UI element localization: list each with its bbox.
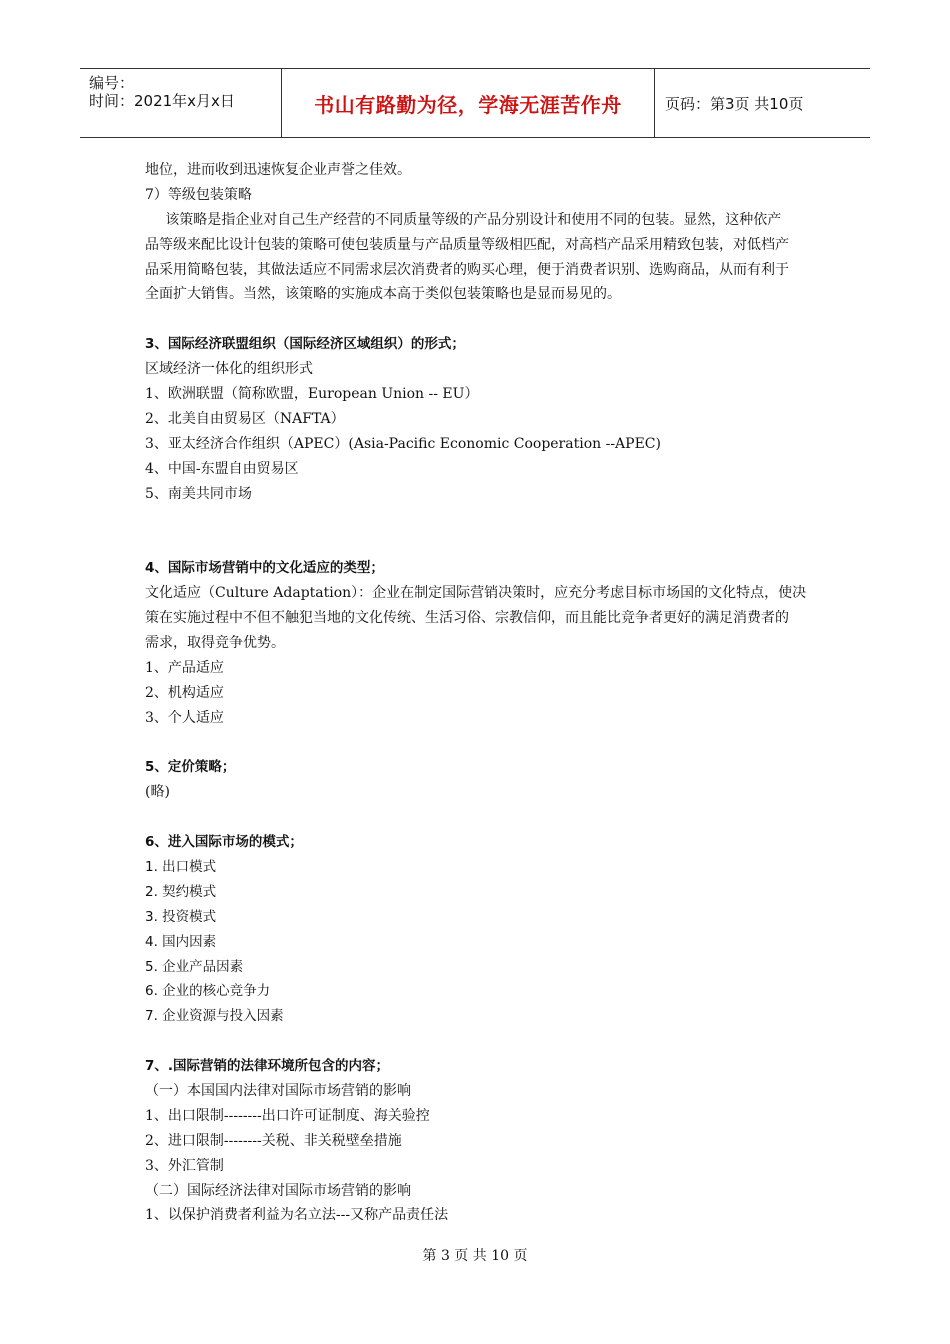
paragraph-line: 1、产品适应 xyxy=(145,659,224,676)
paragraph-line: 3、外汇管制 xyxy=(145,1157,224,1174)
paragraph-line: 2、北美自由贸易区（NAFTA） xyxy=(145,410,345,427)
paragraph-line: 1、出口限制--------出口许可证制度、海关验控 xyxy=(145,1107,430,1124)
blank-line xyxy=(145,531,810,556)
time-label: 时间：2021年x月x日 xyxy=(89,92,235,110)
list-item: 4. 国内因素 xyxy=(145,933,217,950)
list-item: 7. 企业资源与投入因素 xyxy=(145,1008,284,1025)
paragraph-line: 1、欧洲联盟（简称欧盟，European Union -- EU） xyxy=(145,386,479,403)
paragraph-line: 4、中国-东盟自由贸易区 xyxy=(145,460,299,477)
paragraph-line: 2、机构适应 xyxy=(145,684,224,701)
list-item: 1. 出口模式 xyxy=(145,858,217,875)
section-heading: 6、进入国际市场的模式； xyxy=(145,834,303,851)
paragraph-line: 3、亚太经济合作组织（APEC）(Asia-Pacific Economic Cooperation --APEC) xyxy=(145,435,661,452)
paragraph-line: 该策略是指企业对自己生产经营的不同质量等级的产品分别设计和使用不同的包装。显然，这种依产 xyxy=(165,211,782,228)
paragraph-line: 文化适应（Culture Adaptation）：企业在制定国际营销决策时，应充分考虑目标市场国的文化特点，使决 xyxy=(145,585,807,602)
paragraph-line: 7）等级包装策略 xyxy=(145,186,252,203)
paragraph-line: (略) xyxy=(145,784,170,801)
blank-line xyxy=(145,307,810,332)
document-body xyxy=(145,158,810,1228)
paragraph-line: 地位，进而收到迅速恢复企业声誉之佳效。 xyxy=(145,162,411,178)
list-item: 3. 投资模式 xyxy=(145,908,217,925)
blank-line xyxy=(145,506,810,531)
list-item: 6. 企业的核心竞争力 xyxy=(145,983,271,1000)
paragraph-line: 全面扩大销售。当然，该策略的实施成本高于类似包装策略也是显而易见的。 xyxy=(145,286,621,303)
paragraph-line: 1、以保护消费者利益为名立法---又称产品责任法 xyxy=(145,1207,449,1224)
blank-line xyxy=(145,730,810,755)
header-meta-cell xyxy=(80,69,282,137)
paragraph-line: 策在实施过程中不但不触犯当地的文化传统、生活习俗、宗教信仰，而且能比竞争者更好的满足消费者的 xyxy=(145,610,789,627)
list-item: 5. 企业产品因素 xyxy=(145,958,244,975)
paragraph-line: 区域经济一体化的组织形式 xyxy=(145,361,313,378)
page-footer xyxy=(0,1245,950,1265)
header-page-cell xyxy=(655,69,870,137)
footer-page-number: 第 3 页 共 10 页 xyxy=(422,1248,528,1264)
document-header xyxy=(80,68,870,138)
blank-line xyxy=(145,805,810,830)
paragraph-line: 2、进口限制--------关税、非关税壁垒措施 xyxy=(145,1132,402,1149)
paragraph-line: 品采用简略包装，其做法适应不同需求层次消费者的购买心理，便于消费者识别、选购商品，从而有利于 xyxy=(145,261,789,278)
header-motto-cell xyxy=(282,69,655,137)
section-heading: 5、定价策略； xyxy=(145,759,236,776)
paragraph-line: 5、南美共同市场 xyxy=(145,485,252,502)
section-heading: 4、国际市场营销中的文化适应的类型； xyxy=(145,560,384,577)
blank-line xyxy=(145,1029,810,1054)
paragraph-line: 3、个人适应 xyxy=(145,709,224,726)
number-label: 编号： xyxy=(89,74,135,92)
paragraph-line: （二）国际经济法律对国际市场营销的影响 xyxy=(145,1182,411,1199)
list-item: 2. 契约模式 xyxy=(145,883,217,900)
paragraph-line: 需求，取得竞争优势。 xyxy=(145,634,285,651)
paragraph-line: （一）本国国内法律对国际市场营销的影响 xyxy=(145,1082,411,1099)
section-heading: 3、国际经济联盟组织（国际经济区域组织）的形式； xyxy=(145,336,465,353)
section-heading: 7、.国际营销的法律环境所包含的内容； xyxy=(145,1058,390,1075)
page-info: 页码：第3页 共10页 xyxy=(665,94,804,113)
motto-text: 书山有路勤为径，学海无涯苦作舟 xyxy=(314,92,622,117)
paragraph-line: 品等级来配比设计包装的策略可使包装质量与产品质量等级相匹配，对高档产品采用精致包装，对低档产 xyxy=(145,236,789,253)
